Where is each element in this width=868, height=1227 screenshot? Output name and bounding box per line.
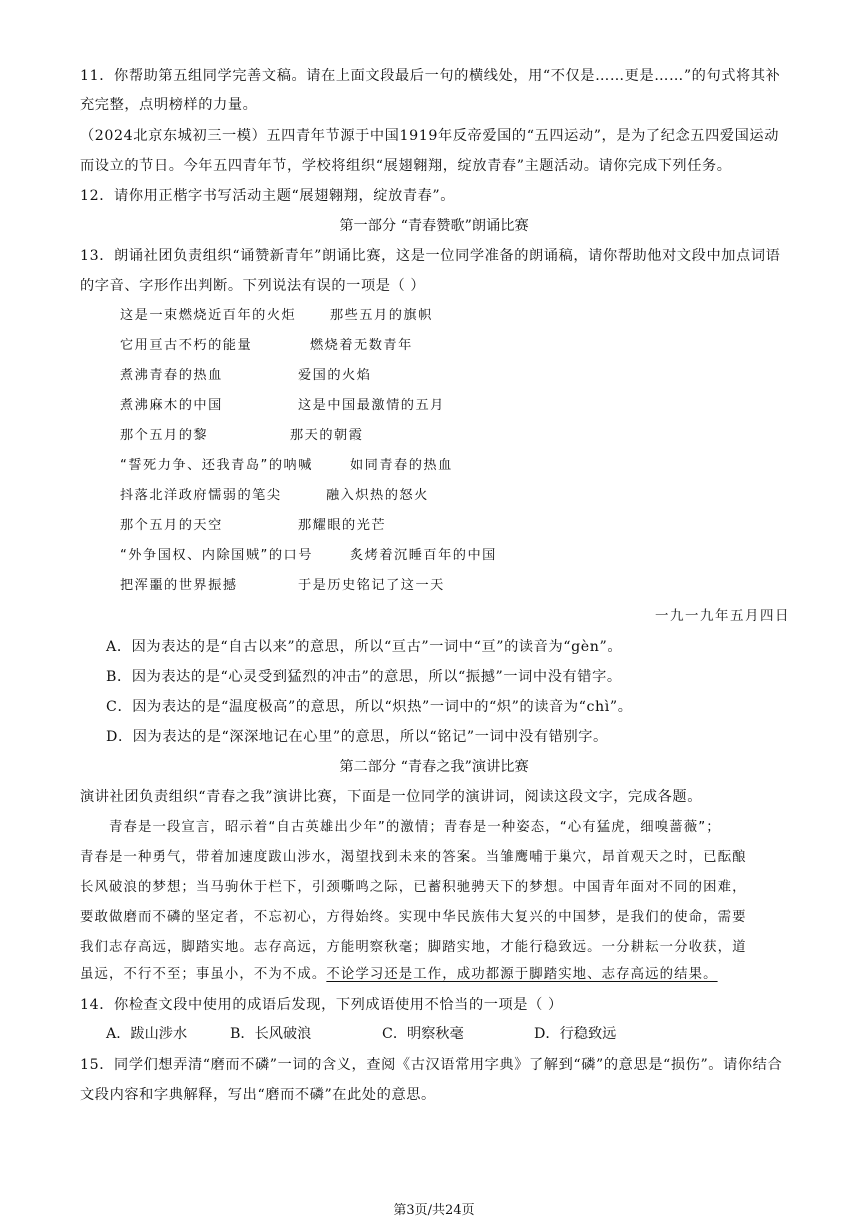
poem-line-part-1: 抖落北洋政府懦弱的笔尖 (120, 488, 282, 503)
speech-line-2: 青春是一种勇气，带着加速度跋山涉水，渴望找到未来的答案。当雏鹰哺于巢穴，昂首观天之时，已酝酿 (80, 850, 747, 865)
poem-line-part-2: 炙烤着沉睡百年的中国 (350, 548, 497, 563)
q14-option-a: A．跋山涉水 (106, 1026, 188, 1042)
intro-line-1: （2024北京东城初三一模）五四青年节源于中国1919年反帝爱国的“五四运动”，是为了纪念五四爱国运动 (80, 128, 780, 144)
q14-option-d: D．行稳致远 (534, 1026, 617, 1042)
poem-line (120, 516, 387, 536)
q13-line-1: 13．朗诵社团负责组织“诵赞新青年”朗诵比赛，这是一位同学准备的朗诵稿，请你帮助他对文段中加点词语 (80, 248, 781, 264)
q13-option-b: B．因为表达的是“心灵受到猛烈的冲击”的意思，所以“振撼”一词中没有错字。 (106, 669, 622, 685)
part2-intro: 演讲社团负责组织“青春之我”演讲比赛，下面是一位同学的演讲词，阅读这段文字，完成各题。 (80, 789, 702, 805)
poem-line (120, 396, 445, 416)
poem-line-part-2: 如同青春的热血 (350, 458, 453, 473)
part2-title: 第二部分 “青春之我”演讲比赛 (339, 759, 529, 775)
speech-line-6 (80, 965, 790, 985)
speech-line-4: 要敢做磨而不磷的坚定者，不忘初心，方得始终。实现中华民族伟大复兴的中国梦，是我们的使命，需要 (80, 910, 747, 925)
poem-line-part-1: “外争国权、内除国贼”的口号 (120, 548, 313, 563)
q13-option-d: D．因为表达的是“深深地记在心里”的意思，所以“铭记”一词中没有错别字。 (106, 729, 608, 745)
q13-option-a: A．因为表达的是“自古以来”的意思，所以“亘古”一词中“亘”的读音为“gèn”。 (106, 639, 623, 655)
speech-line-5: 我们志存高远，脚踏实地。志存高远，方能明察秋毫；脚踏实地，才能行稳致远。一分耕耘一分收获，道 (80, 940, 747, 955)
poem-line (120, 336, 413, 356)
poem-line-part-2: 融入炽热的怒火 (326, 488, 429, 503)
speech-line-3: 长风破浪的梦想；当马驹休于栏下，引颈嘶鸣之际，已蓄积驰骋天下的梦想。中国青年面对不同的困难， (80, 880, 747, 895)
poem-line-part-1: 它用亘古不朽的能量 (120, 338, 253, 353)
speech-line-6-text: 虽远，不行不至；事虽小，不为不成。 (80, 967, 327, 982)
poem-line-part-2: 燃烧着无数青年 (310, 338, 413, 353)
poem-line-part-2: 那天的朝霞 (290, 428, 364, 443)
q14-option-b: B．长风破浪 (230, 1026, 312, 1042)
poem-line-part-1: 煮沸青春的热血 (120, 368, 223, 383)
q14-text: 14．你检查文段中使用的成语后发现，下列成语使用不恰当的一项是（ ） (80, 997, 563, 1013)
q13-line-2: 的字音、字形作出判断。下列说法有误的一项是（ ） (80, 278, 426, 294)
poem-line-part-1: “誓死力争、还我青岛”的呐喊 (120, 458, 313, 473)
q11-line-2: 充完整，点明榜样的力量。 (80, 97, 258, 113)
q12-text: 12．请你用正楷字书写活动主题“展翅翱翔，绽放青春”。 (80, 188, 456, 204)
poem-line (120, 366, 372, 386)
poem-line (120, 426, 364, 446)
q15-line-2: 文段内容和字典解释，写出“磨而不磷”在此处的意思。 (80, 1087, 436, 1103)
poem-line (120, 486, 429, 506)
poem-line-part-1: 那个五月的黎 (120, 428, 209, 443)
poem-line-part-1: 这是一束燃烧近百年的火炬 (120, 308, 297, 323)
poem-line-part-2: 于是历史铭记了这一天 (298, 578, 445, 593)
poem-line-part-1: 那个五月的天空 (120, 518, 223, 533)
poem-date: 一九一九年五月四日 (655, 608, 790, 624)
poem-line (120, 456, 453, 476)
poem-line-part-2: 那耀眼的光芒 (298, 518, 387, 533)
q15-line-1: 15．同学们想弄清“磨而不磷”一词的含义，查阅《古汉语常用字典》了解到“磷”的意思是“损伤”。请你结合 (80, 1057, 783, 1073)
speech-line-1: 青春是一段宣言，昭示着“自古英雄出少年”的激情；青春是一种姿态，“心有猛虎，细嗅蔷薇”； (80, 820, 721, 835)
q11-line-1: 11．你帮助第五组同学完善文稿。请在上面文段最后一句的横线处，用“不仅是……更是……”的句式将其补 (80, 68, 781, 84)
q14-option-c: C．明察秋毫 (382, 1026, 464, 1042)
intro-line-2: 而设立的节日。今年五四青年节，学校将组织“展翅翱翔，绽放青春”主题活动。请你完成下列任务。 (80, 158, 732, 174)
poem-line-part-2: 爱国的火焰 (298, 368, 372, 383)
q13-option-c: C．因为表达的是“温度极高”的意思，所以“炽热”一词中的“炽”的读音为“chì”。 (106, 699, 633, 715)
speech-underlined-sentence: 不论学习还是工作，成功都源于脚踏实地、志存高远的结果。 (326, 967, 718, 982)
poem-line-part-2: 这是中国最激情的五月 (298, 398, 445, 413)
part1-title: 第一部分 “青春赞歌”朗诵比赛 (339, 218, 529, 234)
poem-line (120, 306, 433, 326)
poem-line (120, 576, 445, 596)
poem-line-part-2: 那些五月的旗帜 (330, 308, 433, 323)
poem-line (120, 546, 497, 566)
poem-line-part-1: 煮沸麻木的中国 (120, 398, 223, 413)
poem-line-part-1: 把浑噩的世界振撼 (120, 578, 238, 593)
page-footer: 第3页/共24页 (393, 1203, 475, 1218)
